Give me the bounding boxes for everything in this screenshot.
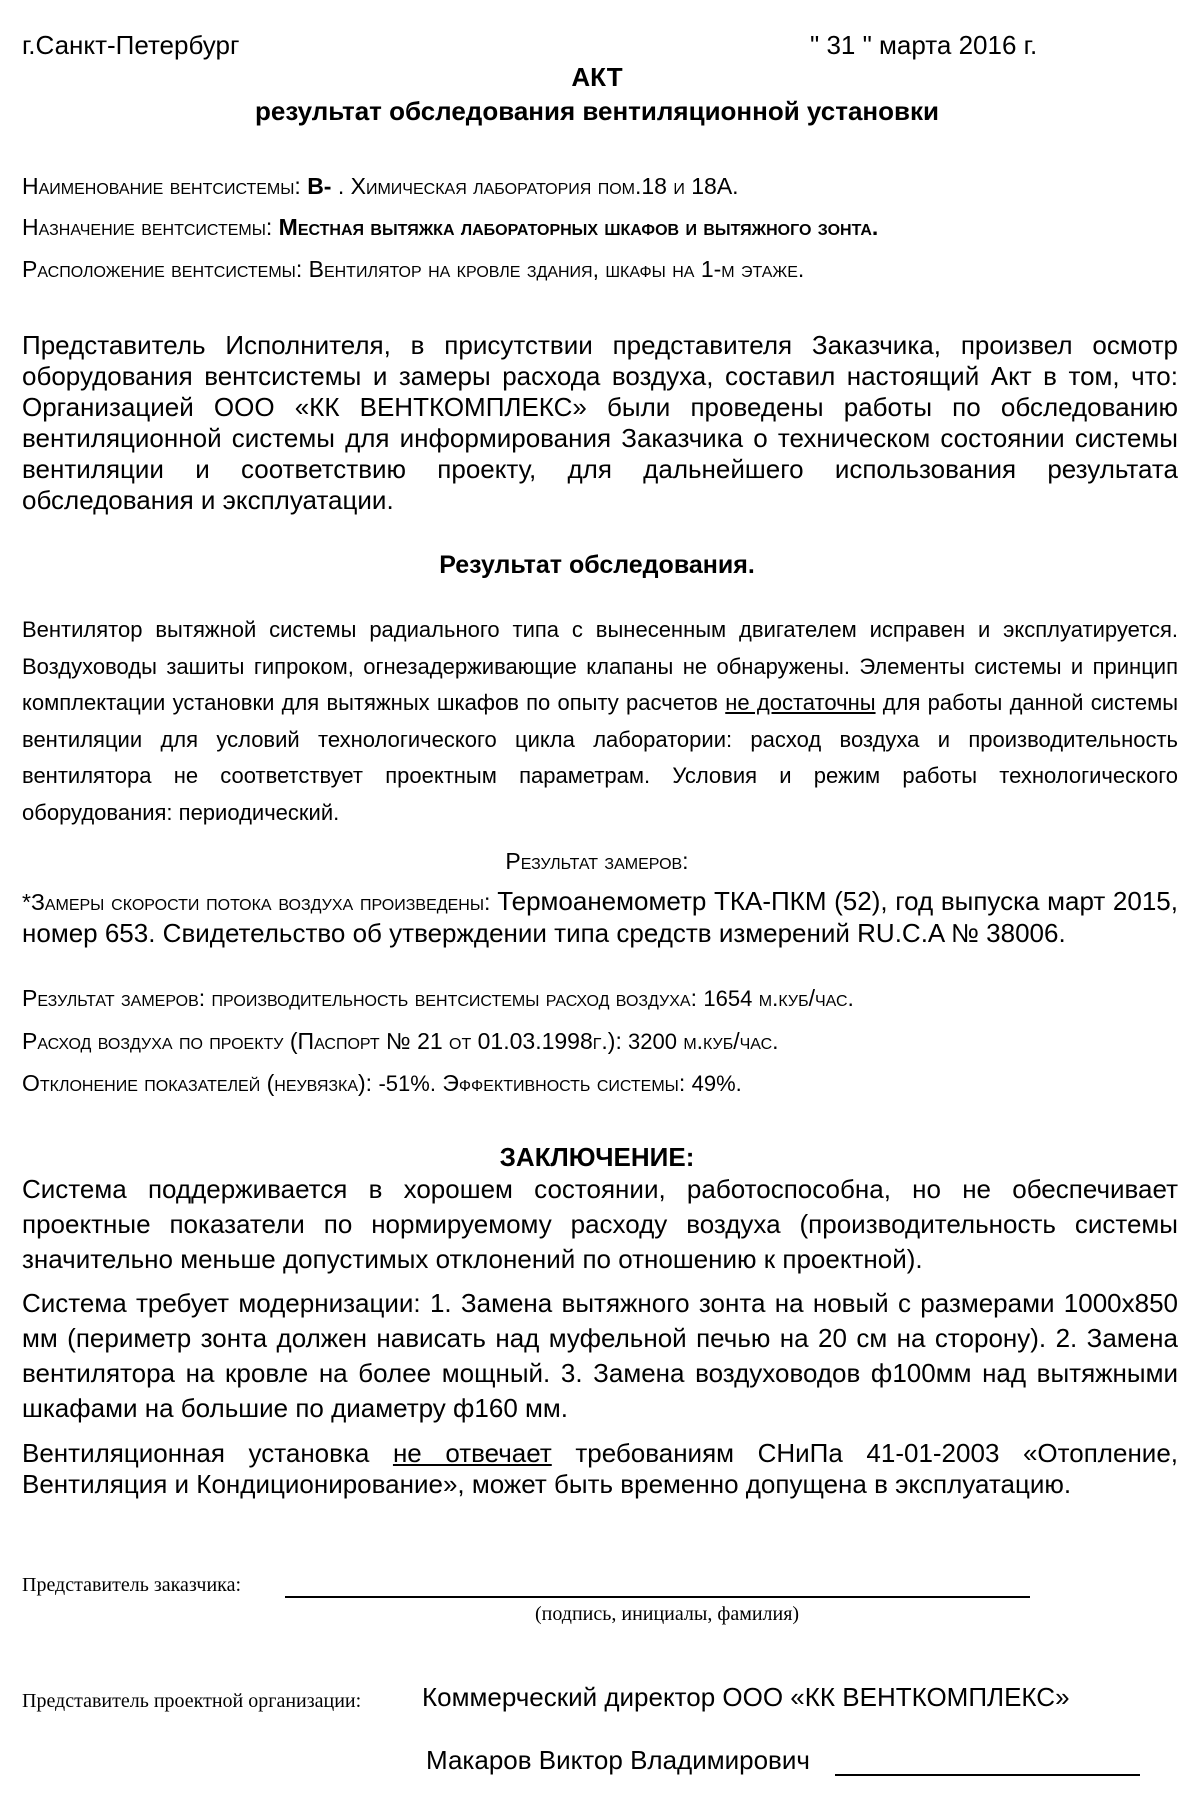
director-signature-line — [835, 1774, 1140, 1776]
conclusion-paragraph-1: Система поддерживается в хорошем состоянии, работоспособна, но не обеспечивает проектные показатели по нормируемому расходу воздуха (производительность системы значительно меньше допустимых отклонений по отношению к проектной). — [22, 1174, 1178, 1274]
inspection-text-underlined: не достаточны — [725, 690, 876, 715]
system-location-value: Вентилятор на кровле здания, шкафы на 1-м этаже. — [308, 256, 805, 282]
system-name-code: В- — [307, 173, 332, 199]
conclusion-heading: ЗАКЛЮЧЕНИЕ: — [499, 1142, 695, 1172]
document-date: " 31 " марта 2016 г. — [810, 30, 1038, 60]
instrument-label: *Замеры скорости потока воздуха произведены: — [22, 889, 498, 915]
instrument-paragraph — [22, 886, 1178, 949]
system-name-value: . Химическая лаборатория пом.18 и 18А. — [331, 173, 739, 199]
project-passport: Паспорт № 21 от 01.03.1998г.): — [297, 1028, 622, 1054]
system-purpose-line — [22, 214, 878, 241]
system-purpose-label: Назначение вентсистемы: — [22, 214, 279, 240]
signature-hint: (подпись, инициалы, фамилия) — [535, 1603, 800, 1625]
deviation-value: -51%. — [378, 1071, 436, 1096]
inspection-heading: Результат обследования. — [439, 551, 755, 579]
conclusion-p3-after: требованиям СНиПа 41-01-2003 «Отопление, Вентиляция и Кондиционирование», может быть временно допущена в эксплуатацию. — [22, 1438, 1179, 1499]
system-name-label: Наименование вентсистемы: — [22, 173, 308, 199]
project-value: 3200 — [621, 1029, 677, 1054]
result-value: 1654 — [703, 986, 753, 1011]
document-subtitle: результат обследования вентиляционной установки — [255, 96, 939, 126]
result-unit: м.куб/час. — [752, 985, 854, 1011]
inspection-paragraph — [22, 612, 1178, 831]
org-rep-label: Представитель проектной организации: — [22, 1690, 362, 1712]
conclusion-paragraph-2: Система требует модернизации: 1. Замена вытяжного зонта на новый с размерами 1000х850 мм (периметр зонта должен нависать над муфельной печью на 20 см на сторону). 2. Замена вентилятора на кровле на более мощный. 3. Замена воздуховодов ф100мм над вытяжными шкафами на большие по диаметру ф160 мм. — [22, 1288, 1178, 1423]
efficiency-value: 49%. — [691, 1071, 742, 1096]
system-name-line — [22, 173, 739, 200]
customer-signature-line — [285, 1596, 1030, 1598]
project-unit: м.куб/час. — [676, 1028, 779, 1054]
conclusion-p3-before: Вентиляционная установка — [22, 1438, 393, 1468]
conclusion-p3-underlined: не отвечает — [392, 1438, 552, 1468]
deviation-line — [22, 1070, 742, 1097]
inspection-text-before: Вентилятор вытяжной системы радиального типа с вынесенным двигателем исправен и эксплуатируется. Воздуховоды зашиты гипроком, огнезадерживающие клапаны не обнаружены. Элементы системы и принцип комплектации установки для вытяжных шкафов по опыту расчетов — [22, 617, 1178, 715]
measurements-heading: Результат замеров: — [505, 848, 689, 874]
conclusion-paragraph-3 — [22, 1438, 1178, 1500]
system-location-line — [22, 256, 804, 283]
instrument-value: Термоанемометр ТКА-ПКМ (52), год выпуска март 2015, номер 653. Свидетельство об утверждении типа средств измерений RU.C.A № 38006. — [22, 886, 1178, 948]
system-purpose-value: Местная вытяжка лабораторных шкафов и вытяжного зонта. — [278, 214, 879, 240]
project-flow-line — [22, 1028, 779, 1055]
inspection-text-after: для работы данной системы вентиляции для условий технологического цикла лаборатории: расход воздуха и производительность вентилятора не соответствует проектным параметрам. Условия и режим работы технологического оборудования: периодический. — [22, 690, 1179, 825]
document-title: АКТ — [571, 62, 623, 92]
result-line — [22, 985, 854, 1012]
director-name: Макаров Виктор Владимирович — [426, 1745, 810, 1775]
project-label: Расход воздуха по проекту ( — [22, 1028, 298, 1054]
customer-rep-label: Представитель заказчика: — [22, 1574, 242, 1596]
efficiency-label: Эффективность системы: — [435, 1070, 692, 1096]
system-location-label: Расположение вентсистемы: — [22, 256, 309, 282]
intro-paragraph: Представитель Исполнителя, в присутствии представителя Заказчика, произвел осмотр оборудования вентсистемы и замеры расхода воздуха, составил настоящий Акт в том, что: Организацией ООО «КК ВЕНТКОМПЛЕКС» были проведены работы по обследованию вентиляционной системы для информирования Заказчика о техническом состоянии системы вентиляции и соответствию проекту, для дальнейшего использования результата обследования и эксплуатации. — [22, 330, 1178, 515]
city: г.Санкт-Петербург — [22, 30, 240, 60]
director-title: Коммерческий директор ООО «КК ВЕНТКОМПЛЕКС» — [422, 1682, 1070, 1712]
result-label: Результат замеров: производительность вентсистемы расход воздуха: — [22, 985, 704, 1011]
deviation-label: Отклонение показателей (неувязка): — [22, 1070, 379, 1096]
